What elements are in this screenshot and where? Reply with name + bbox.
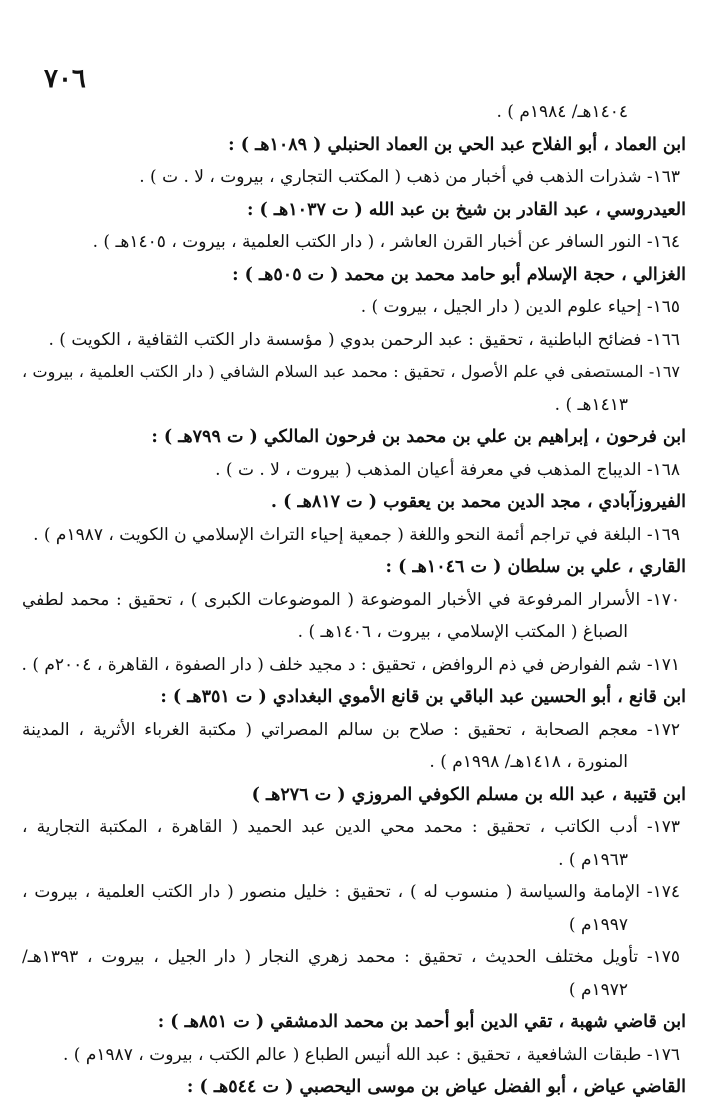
page-number: ٧٠٦ (44, 64, 86, 94)
entry-line: ١٧٦- طبقات الشافعية ، تحقيق : عبد الله أنيس الطباع ( عالم الكتب ، بيروت ، ١٩٨٧م ) . (63, 1044, 680, 1065)
entry-line: ١٧٤- الإمامة والسياسة ( منسوب له ) ، تحقيق : خليل منصور ( دار الكتب العلمية ، بيروت ، (22, 882, 680, 902)
entry-line: ١٦٣- شذرات الذهب في أخبار من ذهب ( المكتب التجاري ، بيروت ، لا . ت ) . (139, 167, 680, 187)
entry-line: ١٦٥- إحياء علوم الدين ( دار الجيل ، بيروت ) . (360, 297, 680, 317)
entry-continuation: الصباغ ( المكتب الإسلامي ، بيروت ، ١٤٠٦هـ ) . (297, 622, 628, 642)
entry-line: ١٧٣- أدب الكاتب ، تحقيق : محمد محي الدين عبد الحميد ( القاهرة ، المكتبة التجارية ، (22, 817, 680, 837)
author-heading: العيدروسي ، عبد القادر بن شيخ بن عبد الله ( ت ١٠٣٧هـ ) : (247, 199, 686, 220)
entry-line: ١٧٠- الأسرار المرفوعة في الأخبار الموضوعة ( الموضوعات الكبرى ) ، تحقيق : محمد لطفي (22, 589, 680, 610)
entry-line: ١٧٥- تأويل مختلف الحديث ، تحقيق : محمد زهري النجار ( دار الجيل ، بيروت ، ١٣٩٣هـ/ (22, 947, 680, 967)
entry-continuation: ١٤٠٤هـ/ ١٩٨٤م ) . (496, 102, 628, 122)
entry-continuation: ١٩٦٣م ) . (558, 849, 628, 870)
author-heading: ابن العماد ، أبو الفلاح عبد الحي بن العماد الحنبلي ( ١٠٨٩هـ ) : (228, 134, 686, 155)
entry-line: ١٦٩- البلغة في تراجم أئمة النحو واللغة ( جمعية إحياء التراث الإسلامي ن الكويت ، ١٩٨٧م ) . (33, 524, 680, 545)
entry-continuation: المنورة ، ١٤١٨هـ/ ١٩٩٨م ) . (429, 752, 628, 772)
author-heading: الغزالي ، حجة الإسلام أبو حامد محمد بن محمد ( ت ٥٠٥هـ ) : (232, 264, 686, 285)
entry-line: ١٧٢- معجم الصحابة ، تحقيق : صلاح بن سالم المصراتي ( مكتبة الغرباء الأثرية ، المدينة (22, 719, 680, 740)
bibliography-list (22, 96, 686, 1104)
author-heading: القاضي عياض ، أبو الفضل عياض بن موسى اليحصبي ( ت ٥٤٤هـ ) : (186, 1077, 686, 1097)
author-heading: ابن فرحون ، إبراهيم بن علي بن محمد بن فرحون المالكي ( ت ٧٩٩هـ ) : (151, 427, 686, 447)
entry-line: ١٦٨- الديباج المذهب في معرفة أعيان المذهب ( بيروت ، لا . ت ) . (215, 459, 680, 480)
entry-continuation: ١٤١٣هـ ) . (554, 394, 628, 415)
author-heading: القاري ، علي بن سلطان ( ت ١٠٤٦هـ ) : (385, 557, 686, 577)
author-heading: ابن قاضي شهبة ، تقي الدين أبو أحمد بن محمد الدمشقي ( ت ٨٥١هـ ) : (157, 1012, 686, 1032)
author-heading: الفيروزآبادي ، مجد الدين محمد بن يعقوب ( ت ٨١٧هـ ) . (270, 492, 686, 512)
entry-line: ١٦٤- النور السافر عن أخبار القرن العاشر ، ( دار الكتب العلمية ، بيروت ، ١٤٠٥هـ ) . (92, 232, 680, 252)
entry-continuation: ١٩٩٧م ) (568, 914, 628, 935)
entry-line: ١٧١- شم الفوارض في ذم الروافض ، تحقيق : د مجيد خلف ( دار الصفوة ، القاهرة ، ٢٠٠٤م ) . (21, 654, 680, 675)
author-heading: ابن قتيبة ، عبد الله بن مسلم الكوفي المروزي ( ت ٢٧٦هـ ) (251, 784, 686, 805)
author-heading: ابن قانع ، أبو الحسين عبد الباقي بن قانع الأموي البغدادي ( ت ٣٥١هـ ) : (160, 687, 686, 707)
entry-continuation: ١٩٧٢م ) (568, 979, 628, 1000)
entry-line: ١٦٧- المستصفى في علم الأصول ، تحقيق : محمد عبد السلام الشافي ( دار الكتب العلمية ، بيروت ، (22, 362, 680, 381)
entry-line: ١٦٦- فضائح الباطنية ، تحقيق : عبد الرحمن بدوي ( مؤسسة دار الكتب الثقافية ، الكويت ) . (48, 329, 680, 350)
